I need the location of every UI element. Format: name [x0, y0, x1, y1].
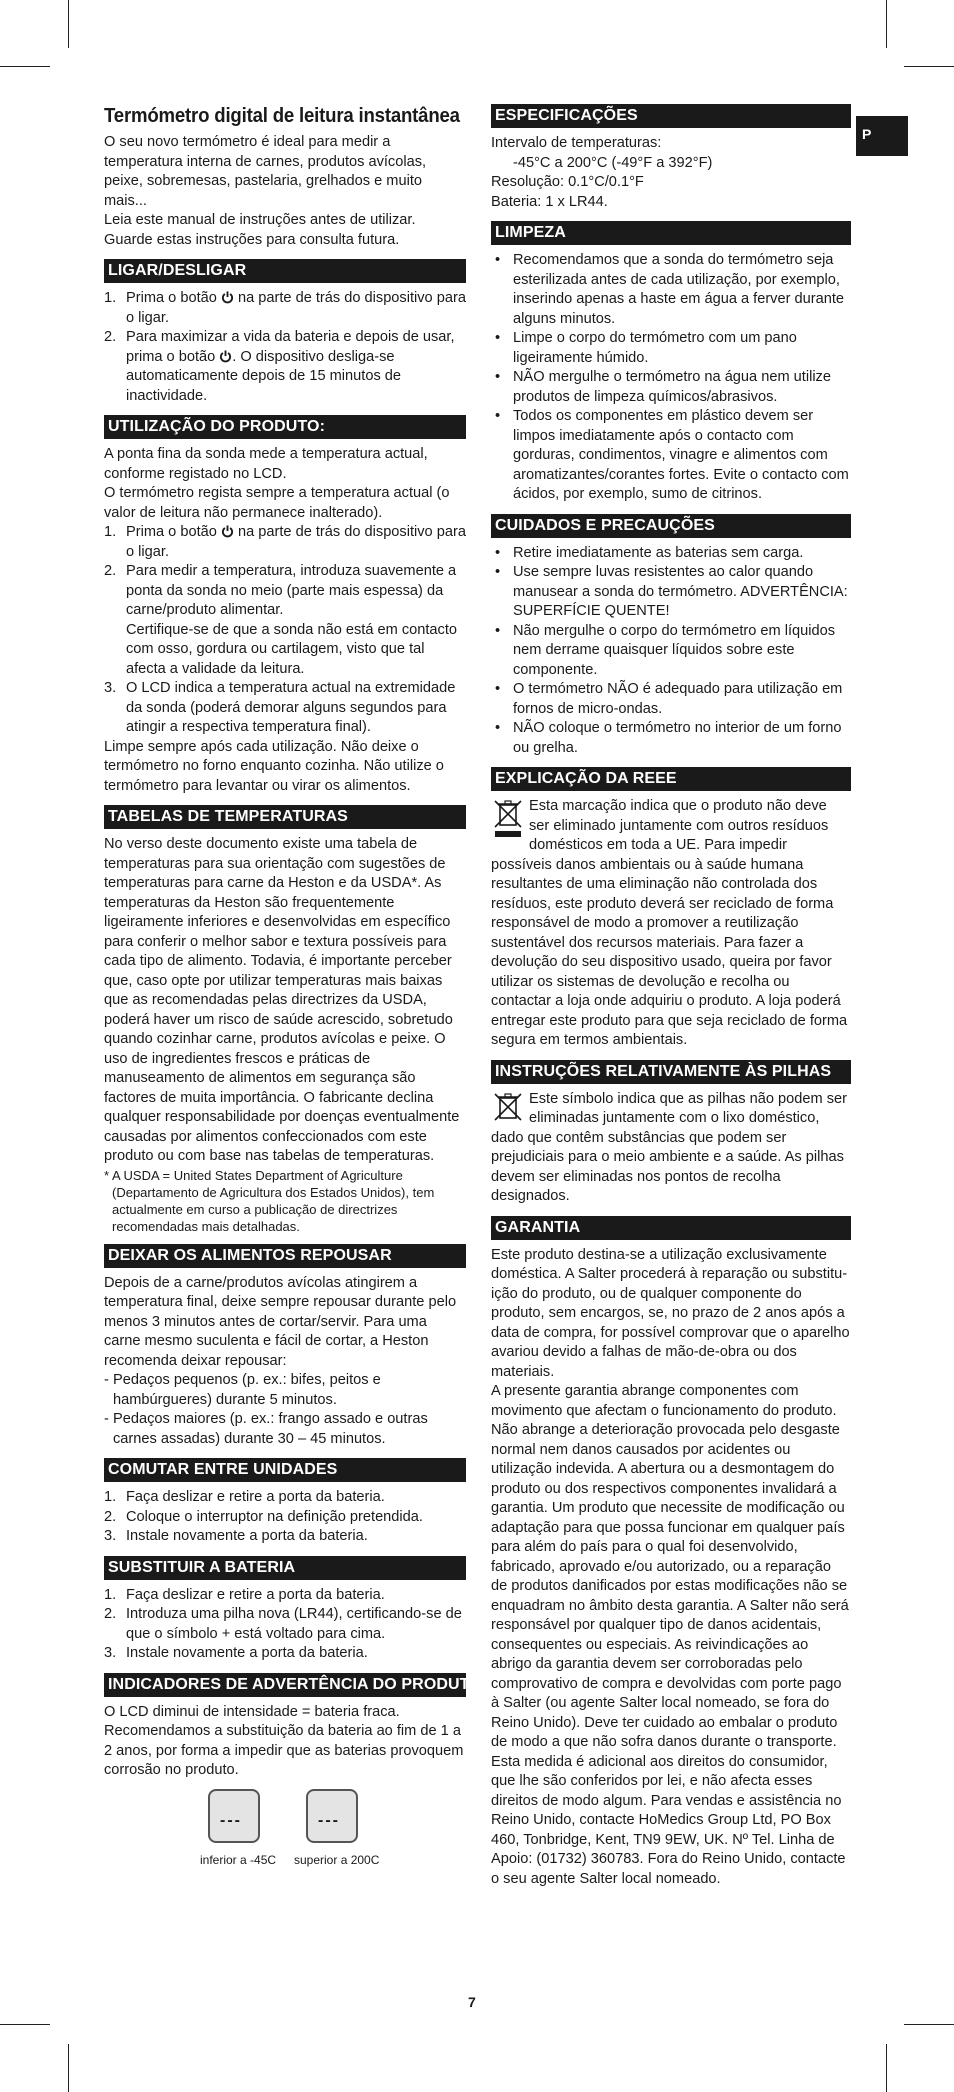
- batteries-block: [491, 1090, 851, 1207]
- list-item: • NÃO coloque o termómetro no interior de um forno ou grelha.: [495, 720, 842, 756]
- usage-paragraph: Limpe sempre após cada utilização. Não deixe o termómetro no forno enquanto cozinha. Não utilize o termómetro para levantar ou virar os alimentos.: [104, 738, 444, 794]
- list-item: • Todos os componentes em plástico devem ser limpos imediatamente após o contacto com gorduras, condimentos, vinagre e alimentos com aromatizantes/corantes fortes. Evite o contacto com ácidos, por exemplo, sumo de citrinos.: [495, 408, 849, 502]
- intro-paragraph: Leia este manual de instruções antes de utilizar. Guarde estas instruções para consulta futura.: [104, 212, 416, 248]
- section-heading-tables: TABELAS DE TEMPERATURAS: [104, 805, 466, 829]
- lcd-high-caption: superior a 200C: [294, 1852, 380, 1867]
- language-tab-label: P: [862, 126, 872, 142]
- usage-list: [104, 523, 466, 738]
- list-item: [104, 328, 466, 406]
- battery-list: [104, 1586, 466, 1664]
- item-text: Todos os componentes em plástico devem ser limpos imediatamente após o contacto com gorduras, condimentos, vinagre e alimentos com aromatizantes/corantes fortes. Evite o contacto com ácidos, por exemplo, sumo de citrinos.: [513, 408, 849, 502]
- usage-paragraph: O termómetro regista sempre a temperatura actual (o valor de leitura não permanece inalterado).: [104, 485, 450, 521]
- crossed-bin-icon: [491, 1090, 525, 1124]
- item-text: na parte de trás do dispositivo para o ligar.: [126, 524, 466, 560]
- list-item: • Limpe o corpo do termómetro com um pano ligeiramente húmido.: [495, 330, 797, 366]
- rest-paragraph: Depois de a carne/produtos avícolas atingirem a temperatura final, deixe sempre repousar durante pelo menos 3 minutos antes de cortar/servir. Para uma carne mesmo suculenta e fácil de cortar, a Heston recomenda deixar repousar:: [104, 1274, 457, 1369]
- item-text: Faça deslizar e retire a porta da bateria.: [126, 1586, 385, 1603]
- list-item: [104, 679, 466, 738]
- list-item: - Pedaços maiores (p. ex.: frango assado e outras carnes assadas) durante 30 – 45 minutos.: [104, 1411, 428, 1447]
- section-heading-warnings: INDICADORES DE ADVERTÊNCIA DO PRODUTO: [104, 1673, 466, 1697]
- left-column: [104, 104, 482, 1885]
- warranty-paragraph: A presente garantia abrange componentes com movimento que afectam o funcionamento do produto. Não abrange a deterioração provocada pelo desgaste normal nem danos causados por acidentes ou utilização indevida. A abertura ou a desmontagem do produto ou dos respectivos componentes invalidará a garantia. Um produto que necessite de modificação ou adaptação para que possa funcionar em qualquer país para além do país para o qual foi desenvolvido, fabricado, aprovado e/ou autorizado, ou a reparação de produtos danificados por estas modificações não se enquadram no âmbito desta garantia. A Salter não será responsável por qualquer tipo de danos acidentais, consequentes ou especiais. As reivindicações ao abrigo da garantia devem ser corroboradas pelo comprovativo de compra e devolvidas com porte pago à Salter (ou agente Salter local nomeado, se fora do Reino Unido). Deve ter cuidado ao embalar o produto de modo a que não sofra danos durante o transporte. Esta medida é adicional aos direitos do consumidor, que lhe são conferidos por lei, e não afecta esses direitos de modo algum. Para vendas e assistência no Reino Unido, contacte HoMedics Group Ltd, PO Box 460, Tonbridge, Kent, TN9 9EW, UK. Nº Tel. Linha de Apoio: (01732) 360783. Fora do Reino Unido, contacte o seu agente Salter local nomeado.: [491, 1383, 849, 1887]
- list-item: • Não mergulhe o corpo do termómetro em líquidos nem derrame quaisquer líquidos sobre este componente.: [495, 622, 836, 678]
- item-text: Não mergulhe o corpo do termómetro em líquidos nem derrame quaisquer líquidos sobre este componente.: [513, 622, 836, 678]
- item-text: NÃO coloque o termómetro no interior de um forno ou grelha.: [513, 720, 842, 756]
- warnings-paragraph: O LCD diminui de intensidade = bateria fraca.: [104, 1703, 400, 1720]
- crop-mark: [904, 2024, 954, 2025]
- usage-paragraph: A ponta fina da sonda mede a temperatura actual, conforme registado no LCD.: [104, 446, 428, 482]
- item-text: . O dispositivo desliga-se automaticamente depois de 15 minutos de inactividade.: [126, 348, 402, 404]
- item-text: Introduza uma pilha nova (LR44), certificando-se de que o símbolo + está voltado para cima.: [126, 1606, 462, 1642]
- lcd-low-display: [208, 1789, 260, 1843]
- lcd-high-display: [306, 1789, 358, 1843]
- warranty-paragraph: Este produto destina-se a utilização exclusivamente doméstica. A Salter procederá à reparação ou substitu-ição do produto, ou de qualquer componente do produto, sem encargos, se, no prazo de 2 anos após a data de compra, for possível comprovar que o aparelho avariou devido a falhas de mão-de-obra ou dos materiais.: [491, 1246, 850, 1380]
- power-icon: [221, 291, 234, 304]
- on-off-list: [104, 289, 466, 406]
- page-number: 7: [468, 1994, 476, 2010]
- list-item: • O termómetro NÃO é adequado para utilização em fornos de micro-ondas.: [495, 681, 843, 717]
- item-text: Para medir a temperatura, introduza suavemente a ponta da sonda no meio (parte mais espessa) da carne/produto alimentar.: [126, 563, 457, 618]
- item-text: NÃO mergulhe o termómetro na água nem utilize produtos de limpeza químicos/abrasivos.: [513, 369, 831, 405]
- list-item: [104, 1488, 466, 1508]
- crop-mark: [0, 2024, 50, 2025]
- crop-mark: [68, 2044, 69, 2092]
- power-icon: [219, 350, 232, 363]
- item-number: 2.: [104, 329, 117, 345]
- section-heading-usage: UTILIZAÇÃO DO PRODUTO:: [104, 415, 466, 439]
- item-number: 2.: [104, 1606, 117, 1622]
- item-text: Prima o botão: [126, 290, 221, 306]
- section-heading-weee: EXPLICAÇÃO DA REEE: [491, 767, 851, 791]
- item-text: Limpe o corpo do termómetro com um pano ligeiramente húmido.: [513, 330, 797, 366]
- footnote-line: * A USDA = United States Department of Agriculture: [104, 1167, 403, 1183]
- footnote: [104, 1167, 466, 1235]
- list-item: - Pedaços pequenos (p. ex.: bifes, peitos e hambúrgueres) durante 5 minutos.: [104, 1372, 381, 1408]
- item-number: 2.: [104, 563, 117, 579]
- cleaning-list: [491, 251, 851, 505]
- item-number: 1.: [104, 524, 117, 540]
- batteries-paragraph: Este símbolo indica que as pilhas não podem ser eliminadas juntamente com o lixo doméstico, dado que contêm substâncias que podem ser prejudiciais para o meio ambiente e a saúde. As pilhas devem ser eliminadas nos pontos de recolha designados.: [491, 1090, 848, 1204]
- item-number: 1.: [104, 290, 117, 306]
- page-title: Termómetro digital de leitura instantânea: [104, 105, 460, 127]
- units-list: [104, 1488, 466, 1547]
- item-text: Recomendamos que a sonda do termómetro seja esterilizada antes de cada utilização, por exemplo, inserindo apenas a haste em água a ferver durante alguns minutos.: [513, 252, 845, 327]
- item-number: 1.: [104, 1489, 117, 1505]
- item-number: 3.: [104, 680, 117, 696]
- item-text: Prima o botão: [126, 524, 221, 540]
- section-heading-batteries: INSTRUÇÕES RELATIVAMENTE ÀS PILHAS: [491, 1060, 851, 1084]
- section-heading-care: CUIDADOS E PRECAUÇÕES: [491, 514, 851, 538]
- crop-mark: [886, 0, 887, 48]
- section-heading-on-off: LIGAR/DESLIGAR: [104, 259, 466, 283]
- item-number: 1.: [104, 1586, 117, 1603]
- lcd-dashes: ---: [318, 1811, 340, 1829]
- item-text: na parte de trás do dispositivo para o ligar.: [126, 290, 466, 326]
- item-text: Coloque o interruptor na definição pretendida.: [126, 1508, 423, 1525]
- right-column: [491, 104, 851, 1889]
- item-text: Use sempre luvas resistentes ao calor quando manusear a sonda do termómetro. ADVERTÊNCIA: SUPERFÍCIE QUENTE!: [513, 564, 848, 619]
- lcd-dashes: ---: [220, 1811, 242, 1829]
- spec-range-label: Intervalo de temperaturas:: [491, 135, 662, 151]
- crossed-bin-icon: [491, 797, 525, 839]
- list-item: [104, 1527, 466, 1547]
- weee-paragraph: Esta marcação indica que o produto não deve ser eliminado juntamente com outros resíduos domésticos em toda a UE. Para impedir possíveis danos ambientais ou à saúde humana resultantes de uma eliminação não controlada dos resíduos, este produto deverá ser reciclado de forma responsável de modo a promover a reutilização sustentável dos recursos materiais. Para fazer a devolução do seu dispositivo usado, queira por favor utilizar os sistemas de devolução e recolha ou contactar a loja onde adquiriu o produto. A loja poderá entregar este produto para que seja reciclado de forma segura em termos ambientais.: [491, 798, 848, 1048]
- list-item: [104, 1508, 466, 1528]
- list-item: [104, 1605, 466, 1644]
- spec-range-value: -45°C a 200°C (-49°F a 392°F): [513, 154, 713, 171]
- spec-resolution: Resolução: 0.1°C/0.1°F: [491, 174, 644, 190]
- section-heading-units: COMUTAR ENTRE UNIDADES: [104, 1458, 466, 1482]
- item-text: Para maximizar a vida da bateria e depois de usar, prima o botão: [126, 329, 455, 365]
- spec-battery: Bateria: 1 x LR44.: [491, 193, 608, 210]
- list-item: [104, 523, 466, 562]
- item-text: O termómetro NÃO é adequado para utilização em fornos de micro-ondas.: [513, 681, 843, 717]
- item-text: Pedaços pequenos (p. ex.: bifes, peitos e hambúrgueres) durante 5 minutos.: [113, 1372, 381, 1408]
- crop-mark: [886, 2044, 887, 2092]
- item-number: 3.: [104, 1645, 117, 1661]
- item-number: 2.: [104, 1508, 117, 1525]
- weee-block: [491, 797, 851, 1051]
- language-tab: [856, 116, 908, 156]
- crop-mark: [68, 0, 69, 48]
- item-number: 3.: [104, 1528, 117, 1544]
- list-item: [104, 1586, 466, 1606]
- list-item: • Recomendamos que a sonda do termómetro seja esterilizada antes de cada utilização, por exemplo, inserindo apenas a haste em água a ferver durante alguns minutos.: [495, 252, 845, 327]
- list-item: [104, 1644, 466, 1664]
- intro-paragraph: O seu novo termómetro é ideal para medir a temperatura interna de carnes, produtos avícolas, peixe, sobremesas, pastelaria, grelhados e muito mais...: [104, 134, 427, 209]
- item-text: Faça deslizar e retire a porta da bateria.: [126, 1489, 385, 1505]
- footnote-line: (Departamento de Agricultura dos Estados Unidos), tem actualmente em curso a publicação de directrizes recomendadas mais detalhadas.: [112, 1184, 435, 1234]
- item-text: O LCD indica a temperatura actual na extremidade da sonda (poderá demorar alguns segundos para atingir a respectiva temperatura final).: [126, 680, 456, 735]
- list-item: • NÃO mergulhe o termómetro na água nem utilize produtos de limpeza químicos/abrasivos.: [495, 369, 831, 405]
- section-heading-cleaning: LIMPEZA: [491, 221, 851, 245]
- crop-mark: [0, 66, 50, 67]
- care-list: [491, 544, 851, 759]
- list-item: • Use sempre luvas resistentes ao calor quando manusear a sonda do termómetro. ADVERTÊNCIA: SUPERFÍCIE QUENTE!: [495, 564, 848, 619]
- section-heading-warranty: GARANTIA: [491, 1216, 851, 1240]
- item-text: Instale novamente a porta da bateria.: [126, 1528, 368, 1544]
- list-item: • Retire imediatamente as baterias sem carga.: [495, 544, 804, 561]
- section-heading-specs: ESPECIFICAÇÕES: [491, 104, 851, 128]
- item-text: Pedaços maiores (p. ex.: frango assado e outras carnes assadas) durante 30 – 45 minutos.: [113, 1411, 428, 1447]
- list-item: [104, 562, 466, 679]
- power-icon: [221, 525, 234, 538]
- tables-paragraph: No verso deste documento existe uma tabela de temperaturas para sua orientação com sugestões de temperaturas para carne da Heston e da USDA*. As temperaturas da Heston são frequentemente ligeiramente inferiores e desenvolvidas em específico para conferir o melhor sabor e textura possíveis para cada tipo de alimento. Todavia, é importante perceber que, caso opte por utilizar temperaturas mais baixas que as recomendadas pelas directrizes da USDA, poderá haver um risco de saúde acrescido, sobretudo quando cozinhar carne, produtos avícolas e peixe. O uso de ingredientes frescos e práticas de manuseamento de alimentos em segurança são factores de muita importância. O fabricante declina qualquer responsabilidade por doenças eventualmente causadas por alimentos confeccionados com este produto ou com base nas tabelas de temperaturas.: [104, 836, 460, 1164]
- item-text: Retire imediatamente as baterias sem carga.: [513, 544, 804, 561]
- crop-mark: [904, 66, 954, 67]
- lcd-low-caption: inferior a -45C: [200, 1852, 277, 1867]
- rest-list: [104, 1371, 466, 1449]
- item-note: Certifique-se de que a sonda não está em contacto com osso, gordura ou cartilagem, visto que tal afecta a validade da leitura.: [126, 621, 458, 677]
- section-heading-rest: DEIXAR OS ALIMENTOS REPOUSAR: [104, 1244, 466, 1268]
- lcd-indicators: [104, 1789, 466, 1885]
- warnings-paragraph: Recomendamos a substituição da bateria ao fim de 1 a 2 anos, por forma a impedir que as baterias provoquem corrosão no produto.: [104, 1723, 464, 1778]
- section-heading-battery: SUBSTITUIR A BATERIA: [104, 1556, 466, 1580]
- item-text: Instale novamente a porta da bateria.: [126, 1645, 368, 1661]
- list-item: [104, 289, 466, 328]
